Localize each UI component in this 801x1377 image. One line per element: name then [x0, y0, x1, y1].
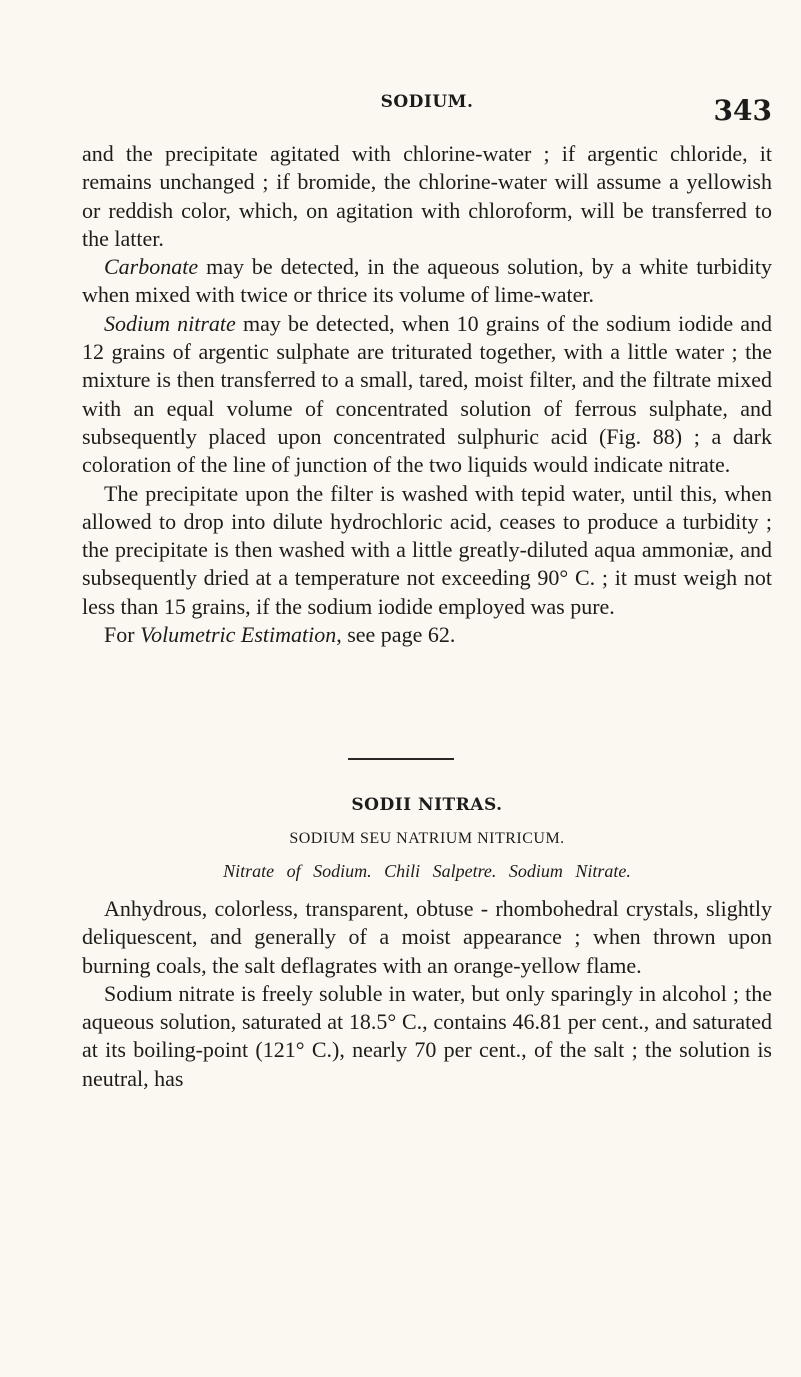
- paragraph: Sodium nitrate is freely soluble in water, but only sparingly in alcohol ; the aqueous solution, saturated at 18.5° C., contains 46.81 per cent., and saturated at its boiling-point (121° C.), nearly 70 per cent., of the salt ; the solution is neutral, has: [82, 980, 772, 1091]
- term-label: Carbonate: [104, 254, 199, 280]
- paragraph-carbonate: [82, 253, 772, 310]
- paragraph: The precipitate upon the filter is washed with tepid water, until this, when allowed to drop into dilute hydrochloric acid, ceases to produce a turbidity ; the precipitate is then washed with a little greatly-diluted aqua ammoniæ, and subsequently dried at a temperature not exceeding 90° C. ; it must weigh not less than 15 grains, if the sodium iodide employed was pure.: [82, 480, 772, 619]
- paragraph-text: may be detected, when 10 grains of the sodium iodide and 12 grains of argentic sulphate are triturated together, with a little water ; the mixture is then transferred to a small, tared, moist filter, and the filtrate mixed with an equal volume of concentrated solution of ferrous sulphate, and subsequently placed upon concentrated sulphuric acid (Fig. 88) ; a dark coloration of the line of junction of the two liquids would indicate nitrate.: [82, 310, 772, 478]
- section-title: SODII NITRAS.: [351, 795, 503, 815]
- synonyms: Nitrate of Sodium. Chili Salpetre. Sodium Nitrate.: [223, 861, 631, 881]
- latin-name: SODIUM SEU NATRIUM NITRICUM.: [289, 830, 565, 847]
- paragraph-volumetric: [82, 621, 772, 649]
- section-sodii-nitras: [82, 895, 772, 1093]
- page-header: [82, 88, 772, 128]
- paragraph-text: For: [104, 622, 141, 648]
- page-number: 343: [713, 94, 772, 127]
- section-sodium-tests: [82, 140, 772, 649]
- running-head: SODIUM.: [380, 92, 474, 112]
- paragraph: and the precipitate agitated with chlorine-water ; if argentic chloride, it remains unchanged ; if bromide, the chlorine-water will assume a yellowish or reddish color, which, on agitation with chloroform, will be transferred to the latter.: [82, 141, 772, 251]
- paragraph-text: may be detected, in the aqueous solution, by a white turbidity when mixed with twice or thrice its volume of lime-water.: [82, 254, 772, 308]
- paragraph-text: , see page 62.: [336, 622, 456, 648]
- paragraph-sodium-nitrate: [82, 310, 772, 480]
- paragraph: Anhydrous, colorless, transparent, obtuse - rhombohedral crystals, slightly deliquescent, and generally of a moist appearance ; when thrown upon burning coals, the salt deflagrates with an orange-yellow flame.: [82, 896, 772, 978]
- term-label: Volumetric Estimation: [140, 622, 337, 648]
- section-divider: [348, 758, 454, 760]
- term-label: Sodium nitrate: [104, 310, 236, 336]
